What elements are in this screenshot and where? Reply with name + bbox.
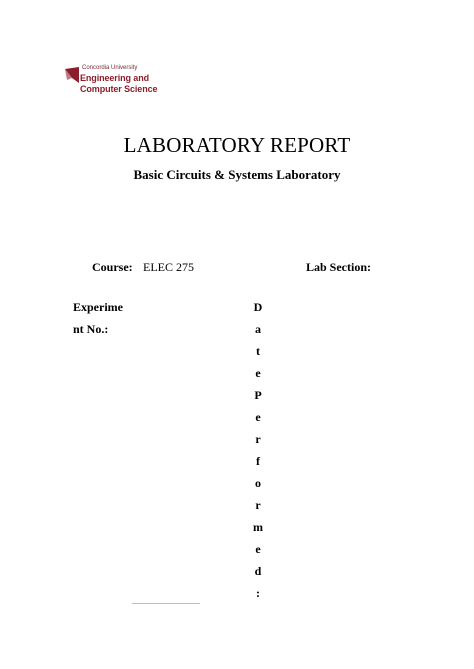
date-performed-char: a [255,322,261,336]
date-performed-char: r [255,498,261,512]
date-performed-char: D [253,300,263,314]
lab-section-label: Lab Section: [306,260,372,274]
date-performed-char: t [256,344,260,358]
date-performed-char: e [255,542,261,556]
course-label: Course: [92,260,133,274]
page-subtitle: Basic Circuits & Systems Laboratory [133,167,341,182]
date-performed-char: o [255,476,261,490]
logo-university-name: Concordia University [82,65,138,71]
date-performed-char: : [256,586,260,600]
logo-line-engineering: Engineering and [80,73,150,83]
field-underline [132,603,200,604]
date-performed-char: f [256,454,260,468]
date-performed-char: e [255,410,261,424]
experiment-label-line2: nt No.: [73,322,109,336]
page-title: LABORATORY REPORT [123,133,351,157]
university-emblem-icon [64,66,80,84]
date-performed-char: e [255,366,261,380]
university-logo [64,64,174,98]
date-performed-char: r [255,432,261,446]
logo-line-computer-science: Computer Science [80,84,158,94]
date-performed-char: m [253,520,263,534]
date-performed-char: P [254,388,262,402]
date-performed-char: d [254,564,262,578]
experiment-label-line1: Experime [73,300,123,314]
course-value: ELEC 275 [143,260,194,274]
